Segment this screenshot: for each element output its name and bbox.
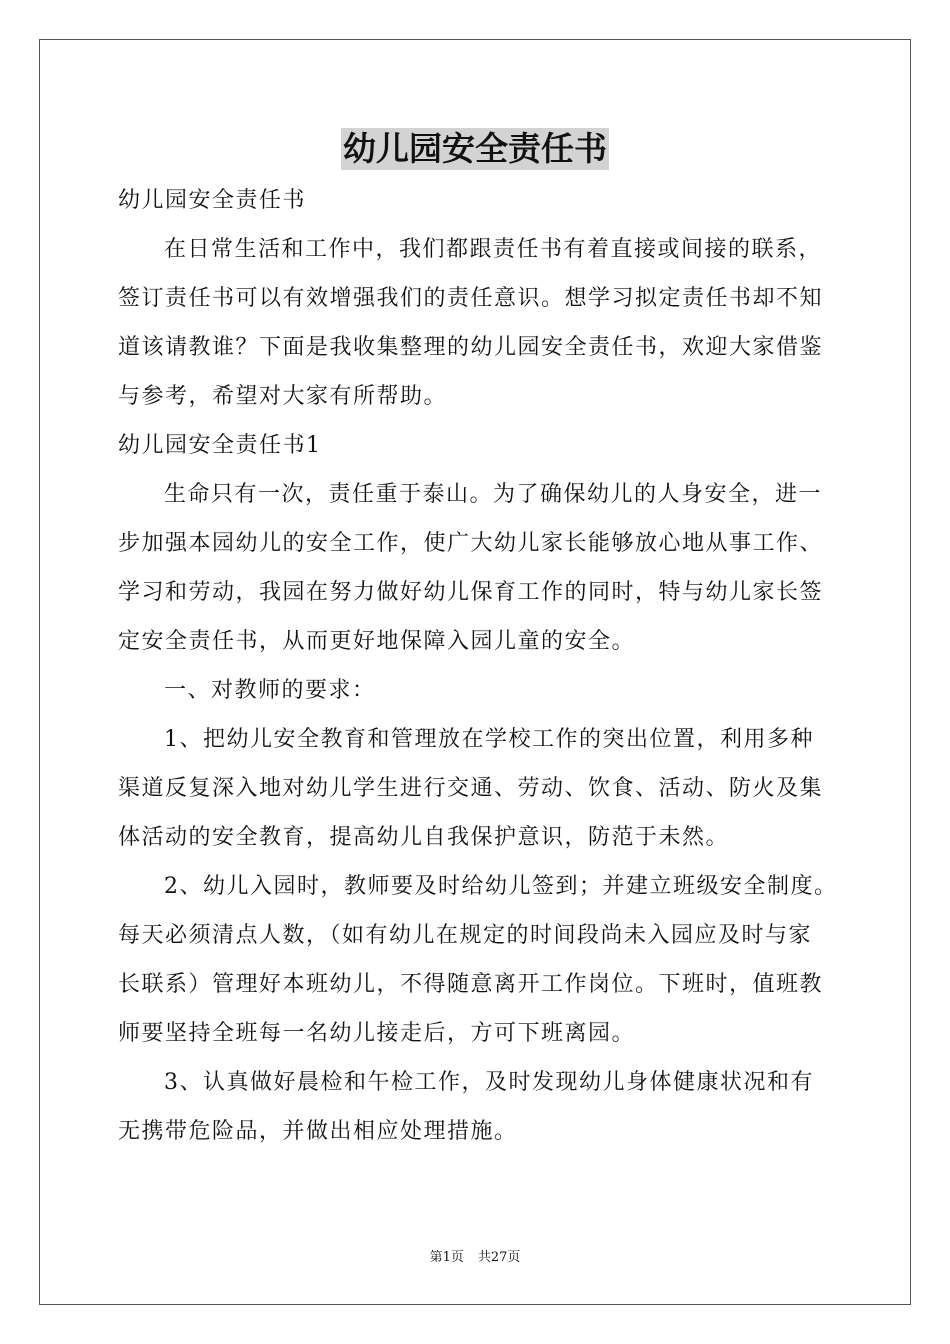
text-line: 生命只有一次，责任重于泰山。为了确保幼儿的人身安全，进一	[164, 482, 823, 507]
text-line: 1、把幼儿安全教育和管理放在学校工作的突出位置，利用多种	[164, 727, 814, 752]
text-line: 幼儿园安全责任书	[118, 188, 307, 213]
text-line: 每天必须清点人数，（如有幼儿在规定的时间段尚未入园应及时与家	[118, 923, 813, 948]
page-number-current: 第1页	[429, 1250, 464, 1265]
text-line: 签订责任书可以有效增强我们的责任意识。想学习拟定责任书却不知	[118, 286, 824, 311]
text-line: 在日常生活和工作中，我们都跟责任书有着直接或间接的联系，	[164, 237, 823, 262]
page-number-total: 共27页	[477, 1250, 521, 1265]
text-line: 无携带危险品，并做出相应处理措施。	[118, 1119, 518, 1144]
text-line: 步加强本园幼儿的安全工作，使广大幼儿家长能够放心地从事工作、	[118, 531, 824, 556]
page-footer	[0, 1246, 950, 1265]
text-line: 幼儿园安全责任书1	[118, 433, 322, 458]
text-line: 2、幼儿入园时，教师要及时给幼儿签到；并建立班级安全制度。	[164, 874, 838, 899]
title-container	[0, 128, 950, 170]
document-title: 幼儿园安全责任书	[343, 129, 607, 168]
text-line: 道该请教谁？下面是我收集整理的幼儿园安全责任书，欢迎大家借鉴	[118, 335, 824, 360]
text-line: 3、认真做好晨检和午检工作，及时发现幼儿身体健康状况和有	[164, 1070, 814, 1095]
text-line: 渠道反复深入地对幼儿学生进行交通、劳动、饮食、活动、防火及集	[118, 776, 824, 801]
text-line: 定安全责任书，从而更好地保障入园儿童的安全。	[118, 629, 636, 654]
text-line: 与参考，希望对大家有所帮助。	[118, 384, 448, 409]
text-line: 学习和劳动，我园在努力做好幼儿保育工作的同时，特与幼儿家长签	[118, 580, 824, 605]
text-line: 师要坚持全班每一名幼儿接走后，方可下班离园。	[118, 1021, 636, 1046]
text-line: 长联系）管理好本班幼儿，不得随意离开工作岗位。下班时，值班教	[118, 972, 824, 997]
text-line: 体活动的安全教育，提高幼儿自我保护意识，防范于未然。	[118, 825, 730, 850]
text-line: 一、对教师的要求：	[164, 678, 376, 703]
document-body	[118, 176, 838, 1156]
